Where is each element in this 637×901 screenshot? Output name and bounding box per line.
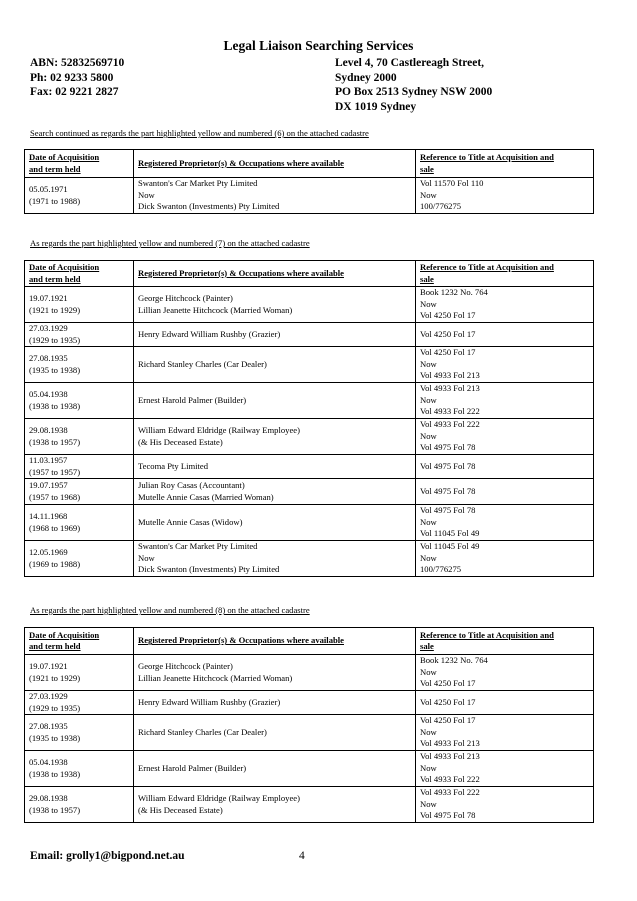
cell-line: Vol 11045 Fol 49	[420, 528, 480, 539]
table-row	[25, 419, 594, 455]
cell-line: Reference to Title at Acquisition and	[420, 152, 554, 162]
table-row	[25, 787, 594, 823]
cell-line: Registered Proprietor(s) & Occupations where available	[138, 157, 344, 168]
date-cell	[25, 323, 134, 347]
title-reference-cell	[416, 419, 594, 455]
title-reference-cell	[416, 715, 594, 751]
cell-line: Tecoma Pty Limited	[138, 460, 209, 471]
cell-line: Vol 4250 Fol 17	[420, 696, 476, 707]
table-header-row	[25, 150, 594, 178]
cell-line: Lillian Jeanette Hitchcock (Married Woman)	[138, 304, 293, 315]
table-header-row	[25, 261, 594, 287]
proprietor-cell	[134, 479, 416, 505]
address-line: DX 1019 Sydney	[335, 100, 417, 113]
address-line: PO Box 2513 Sydney NSW 2000	[335, 86, 493, 98]
cell-line: (1938 to 1938)	[29, 400, 81, 411]
table-row	[25, 541, 594, 577]
table-row	[25, 655, 594, 691]
cell-line: and term held	[29, 163, 81, 174]
cell-line: 27.08.1935	[29, 721, 68, 731]
cell-line: Dick Swanton (Investments) Pty Limited	[138, 564, 280, 575]
cell-line: Ernest Harold Palmer (Builder)	[138, 762, 247, 773]
cell-line: Vol 4933 Fol 222	[420, 406, 480, 417]
cell-line: 27.03.1929	[29, 691, 68, 701]
cell-line: 11.03.1957	[29, 455, 68, 465]
cell-line: Vol 4933 Fol 222	[420, 419, 480, 430]
phone-line: Ph: 02 9233 5800	[30, 71, 114, 84]
proprietor-cell	[134, 691, 416, 715]
title-history-table	[24, 149, 594, 214]
cell-line: Now	[420, 762, 437, 773]
date-cell	[25, 715, 134, 751]
proprietor-cell	[134, 505, 416, 541]
cell-line: Now	[420, 394, 437, 405]
date-cell	[25, 383, 134, 419]
cell-line: Book 1232 No. 764	[420, 287, 488, 298]
table-row	[25, 383, 594, 419]
cell-line: (1935 to 1938)	[29, 732, 81, 743]
cell-line: Date of Acquisition	[29, 262, 100, 272]
cell-line: Vol 11045 Fol 49	[420, 541, 480, 552]
page-title: Legal Liaison Searching Services	[223, 38, 414, 53]
title-history-table	[24, 260, 594, 577]
table-header-row	[25, 628, 594, 655]
cell-line: Registered Proprietor(s) & Occupations where available	[138, 267, 344, 278]
cell-line: 27.03.1929	[29, 323, 68, 333]
title-reference-cell	[416, 383, 594, 419]
title-history-table	[24, 627, 594, 823]
column-header	[134, 150, 416, 178]
section-caption: As regards the part highlighted yellow and numbered (7) on the attached cadastre	[30, 238, 310, 248]
date-cell	[25, 787, 134, 823]
title-reference-cell	[416, 541, 594, 577]
title-reference-cell	[416, 455, 594, 479]
column-header	[134, 628, 416, 655]
cell-line: sale	[420, 641, 434, 651]
column-header	[416, 628, 594, 655]
cell-line: 19.07.1921	[29, 293, 68, 303]
cell-line: (1957 to 1957)	[29, 466, 81, 477]
date-cell	[25, 505, 134, 541]
table-row	[25, 178, 594, 214]
cell-line: 100/776275	[420, 201, 462, 212]
cell-line: William Edward Eldridge (Railway Employee)	[138, 793, 300, 803]
cell-line: Now	[420, 358, 437, 369]
footer-email: Email: grolly1@bigpond.net.au	[30, 850, 185, 862]
cell-line: Now	[420, 726, 437, 737]
cell-line: Vol 11570 Fol 110	[420, 178, 484, 189]
cell-line: (1957 to 1968)	[29, 491, 81, 502]
cell-line: Now	[420, 666, 437, 677]
cell-line: George Hitchcock (Painter)	[138, 293, 233, 303]
date-cell	[25, 287, 134, 323]
date-cell	[25, 541, 134, 577]
cell-line: sale	[420, 163, 434, 174]
column-header	[134, 261, 416, 287]
cell-line: Mutelle Annie Casas (Married Woman)	[138, 491, 274, 502]
cell-line: and term held	[29, 641, 81, 651]
cell-line: Lillian Jeanette Hitchcock (Married Woman)	[138, 672, 293, 683]
date-cell	[25, 691, 134, 715]
table-row	[25, 479, 594, 505]
column-header	[25, 628, 134, 655]
title-reference-cell	[416, 287, 594, 323]
cell-line: Vol 4933 Fol 213	[420, 383, 480, 394]
cell-line: Date of Acquisition	[29, 152, 100, 162]
cell-line: Richard Stanley Charles (Car Dealer)	[138, 358, 267, 369]
cell-line: (1969 to 1988)	[29, 558, 81, 569]
address-line: Level 4, 70 Castlereagh Street,	[335, 57, 485, 69]
cell-line: (1929 to 1935)	[29, 334, 81, 345]
title-reference-cell	[416, 787, 594, 823]
contact-details	[30, 56, 124, 100]
cell-line: Vol 4933 Fol 222	[420, 787, 480, 798]
table-row	[25, 691, 594, 715]
cell-line: Now	[420, 430, 437, 441]
cell-line: Vol 4975 Fol 78	[420, 505, 476, 516]
date-cell	[25, 178, 134, 214]
cell-line: (& His Deceased Estate)	[138, 436, 223, 447]
address-line: Sydney 2000	[335, 71, 397, 84]
date-cell	[25, 419, 134, 455]
cell-line: 27.08.1935	[29, 353, 68, 363]
proprietor-cell	[134, 287, 416, 323]
cell-line: Now	[138, 189, 155, 200]
cell-line: Registered Proprietor(s) & Occupations where available	[138, 635, 344, 646]
cell-line: Reference to Title at Acquisition and	[420, 262, 554, 272]
cell-line: 14.11.1968	[29, 511, 68, 521]
cell-line: Vol 4250 Fol 17	[420, 678, 476, 689]
fax-line: Fax: 02 9221 2827	[30, 86, 119, 98]
proprietor-cell	[134, 751, 416, 787]
title-reference-cell	[416, 479, 594, 505]
proprietor-cell	[134, 419, 416, 455]
column-header	[25, 150, 134, 178]
cell-line: 19.07.1957	[29, 480, 68, 490]
title-reference-cell	[416, 655, 594, 691]
cell-line: Now	[420, 798, 437, 809]
cell-line: Richard Stanley Charles (Car Dealer)	[138, 726, 267, 737]
cell-line: Vol 4250 Fol 17	[420, 715, 476, 726]
cell-line: 05.04.1938	[29, 389, 68, 399]
cell-line: Ernest Harold Palmer (Builder)	[138, 394, 247, 405]
cell-line: (1921 to 1929)	[29, 304, 81, 315]
cell-line: Book 1232 No. 764	[420, 655, 488, 666]
cell-line: 05.04.1938	[29, 757, 68, 767]
cell-line: Vol 4933 Fol 213	[420, 738, 480, 749]
cell-line: 100/776275	[420, 564, 462, 575]
cell-line: George Hitchcock (Painter)	[138, 661, 233, 671]
title-reference-cell	[416, 505, 594, 541]
cell-line: Now	[138, 552, 155, 563]
column-header	[416, 261, 594, 287]
column-header	[25, 261, 134, 287]
cell-line: William Edward Eldridge (Railway Employee)	[138, 425, 300, 435]
cell-line: Swanton's Car Market Pty Limited	[138, 541, 258, 552]
table-row	[25, 505, 594, 541]
cell-line: (1968 to 1969)	[29, 522, 81, 533]
cell-line: Reference to Title at Acquisition and	[420, 629, 554, 640]
title-reference-cell	[416, 347, 594, 383]
column-header	[416, 150, 594, 178]
title-reference-cell	[416, 751, 594, 787]
cell-line: (1929 to 1935)	[29, 702, 81, 713]
proprietor-cell	[134, 178, 416, 214]
cell-line: Swanton's Car Market Pty Limited	[138, 178, 258, 189]
cell-line: (1938 to 1957)	[29, 804, 81, 815]
cell-line: 29.08.1938	[29, 425, 68, 435]
cell-line: Vol 4975 Fol 78	[420, 460, 476, 471]
table-row	[25, 715, 594, 751]
table-row	[25, 455, 594, 479]
cell-line: Date of Acquisition	[29, 629, 100, 640]
table-row	[25, 347, 594, 383]
cell-line: Vol 4933 Fol 213	[420, 751, 480, 762]
cell-line: Vol 4250 Fol 17	[420, 310, 476, 321]
cell-line: Now	[420, 189, 437, 200]
proprietor-cell	[134, 541, 416, 577]
cell-line: sale	[420, 273, 434, 284]
title-reference-cell	[416, 323, 594, 347]
section-caption: As regards the part highlighted yellow and numbered (8) on the attached cadastre	[30, 605, 310, 615]
proprietor-cell	[134, 323, 416, 347]
cell-line: Now	[420, 298, 437, 309]
proprietor-cell	[134, 715, 416, 751]
cell-line: (1938 to 1957)	[29, 436, 81, 447]
date-cell	[25, 655, 134, 691]
proprietor-cell	[134, 787, 416, 823]
cell-line: Vol 4933 Fol 222	[420, 774, 480, 785]
title-reference-cell	[416, 178, 594, 214]
cell-line: (1938 to 1938)	[29, 768, 81, 779]
abn-line: ABN: 52832569710	[30, 57, 125, 69]
date-cell	[25, 479, 134, 505]
cell-line: (1935 to 1938)	[29, 364, 81, 375]
proprietor-cell	[134, 383, 416, 419]
cell-line: 19.07.1921	[29, 661, 68, 671]
cell-line: Now	[420, 516, 437, 527]
address-details	[335, 56, 492, 114]
date-cell	[25, 455, 134, 479]
proprietor-cell	[134, 455, 416, 479]
cell-line: Dick Swanton (Investments) Pty Limited	[138, 201, 280, 212]
cell-line: (1971 to 1988)	[29, 195, 81, 206]
cell-line: (& His Deceased Estate)	[138, 804, 223, 815]
table-row	[25, 323, 594, 347]
page-number: 4	[299, 850, 305, 862]
cell-line: and term held	[29, 273, 81, 284]
cell-line: Julian Roy Casas (Accountant)	[138, 480, 245, 490]
date-cell	[25, 347, 134, 383]
cell-line: Vol 4975 Fol 78	[420, 485, 476, 496]
title-reference-cell	[416, 691, 594, 715]
cell-line: 05.05.1971	[29, 184, 68, 194]
cell-line: Henry Edward William Rushby (Grazier)	[138, 696, 281, 707]
cell-line: Vol 4933 Fol 213	[420, 370, 480, 381]
proprietor-cell	[134, 347, 416, 383]
proprietor-cell	[134, 655, 416, 691]
cell-line: 12.05.1969	[29, 547, 68, 557]
cell-line: Vol 4250 Fol 17	[420, 328, 476, 339]
cell-line: Mutelle Annie Casas (Widow)	[138, 516, 243, 527]
cell-line: Vol 4975 Fol 78	[420, 810, 476, 821]
table-row	[25, 287, 594, 323]
cell-line: Vol 4975 Fol 78	[420, 442, 476, 453]
cell-line: (1921 to 1929)	[29, 672, 81, 683]
cell-line: Henry Edward William Rushby (Grazier)	[138, 328, 281, 339]
table-row	[25, 751, 594, 787]
cell-line: Vol 4250 Fol 17	[420, 347, 476, 358]
date-cell	[25, 751, 134, 787]
cell-line: Now	[420, 552, 437, 563]
cell-line: 29.08.1938	[29, 793, 68, 803]
section-caption: Search continued as regards the part highlighted yellow and numbered (6) on the attached cadastre	[30, 128, 369, 138]
